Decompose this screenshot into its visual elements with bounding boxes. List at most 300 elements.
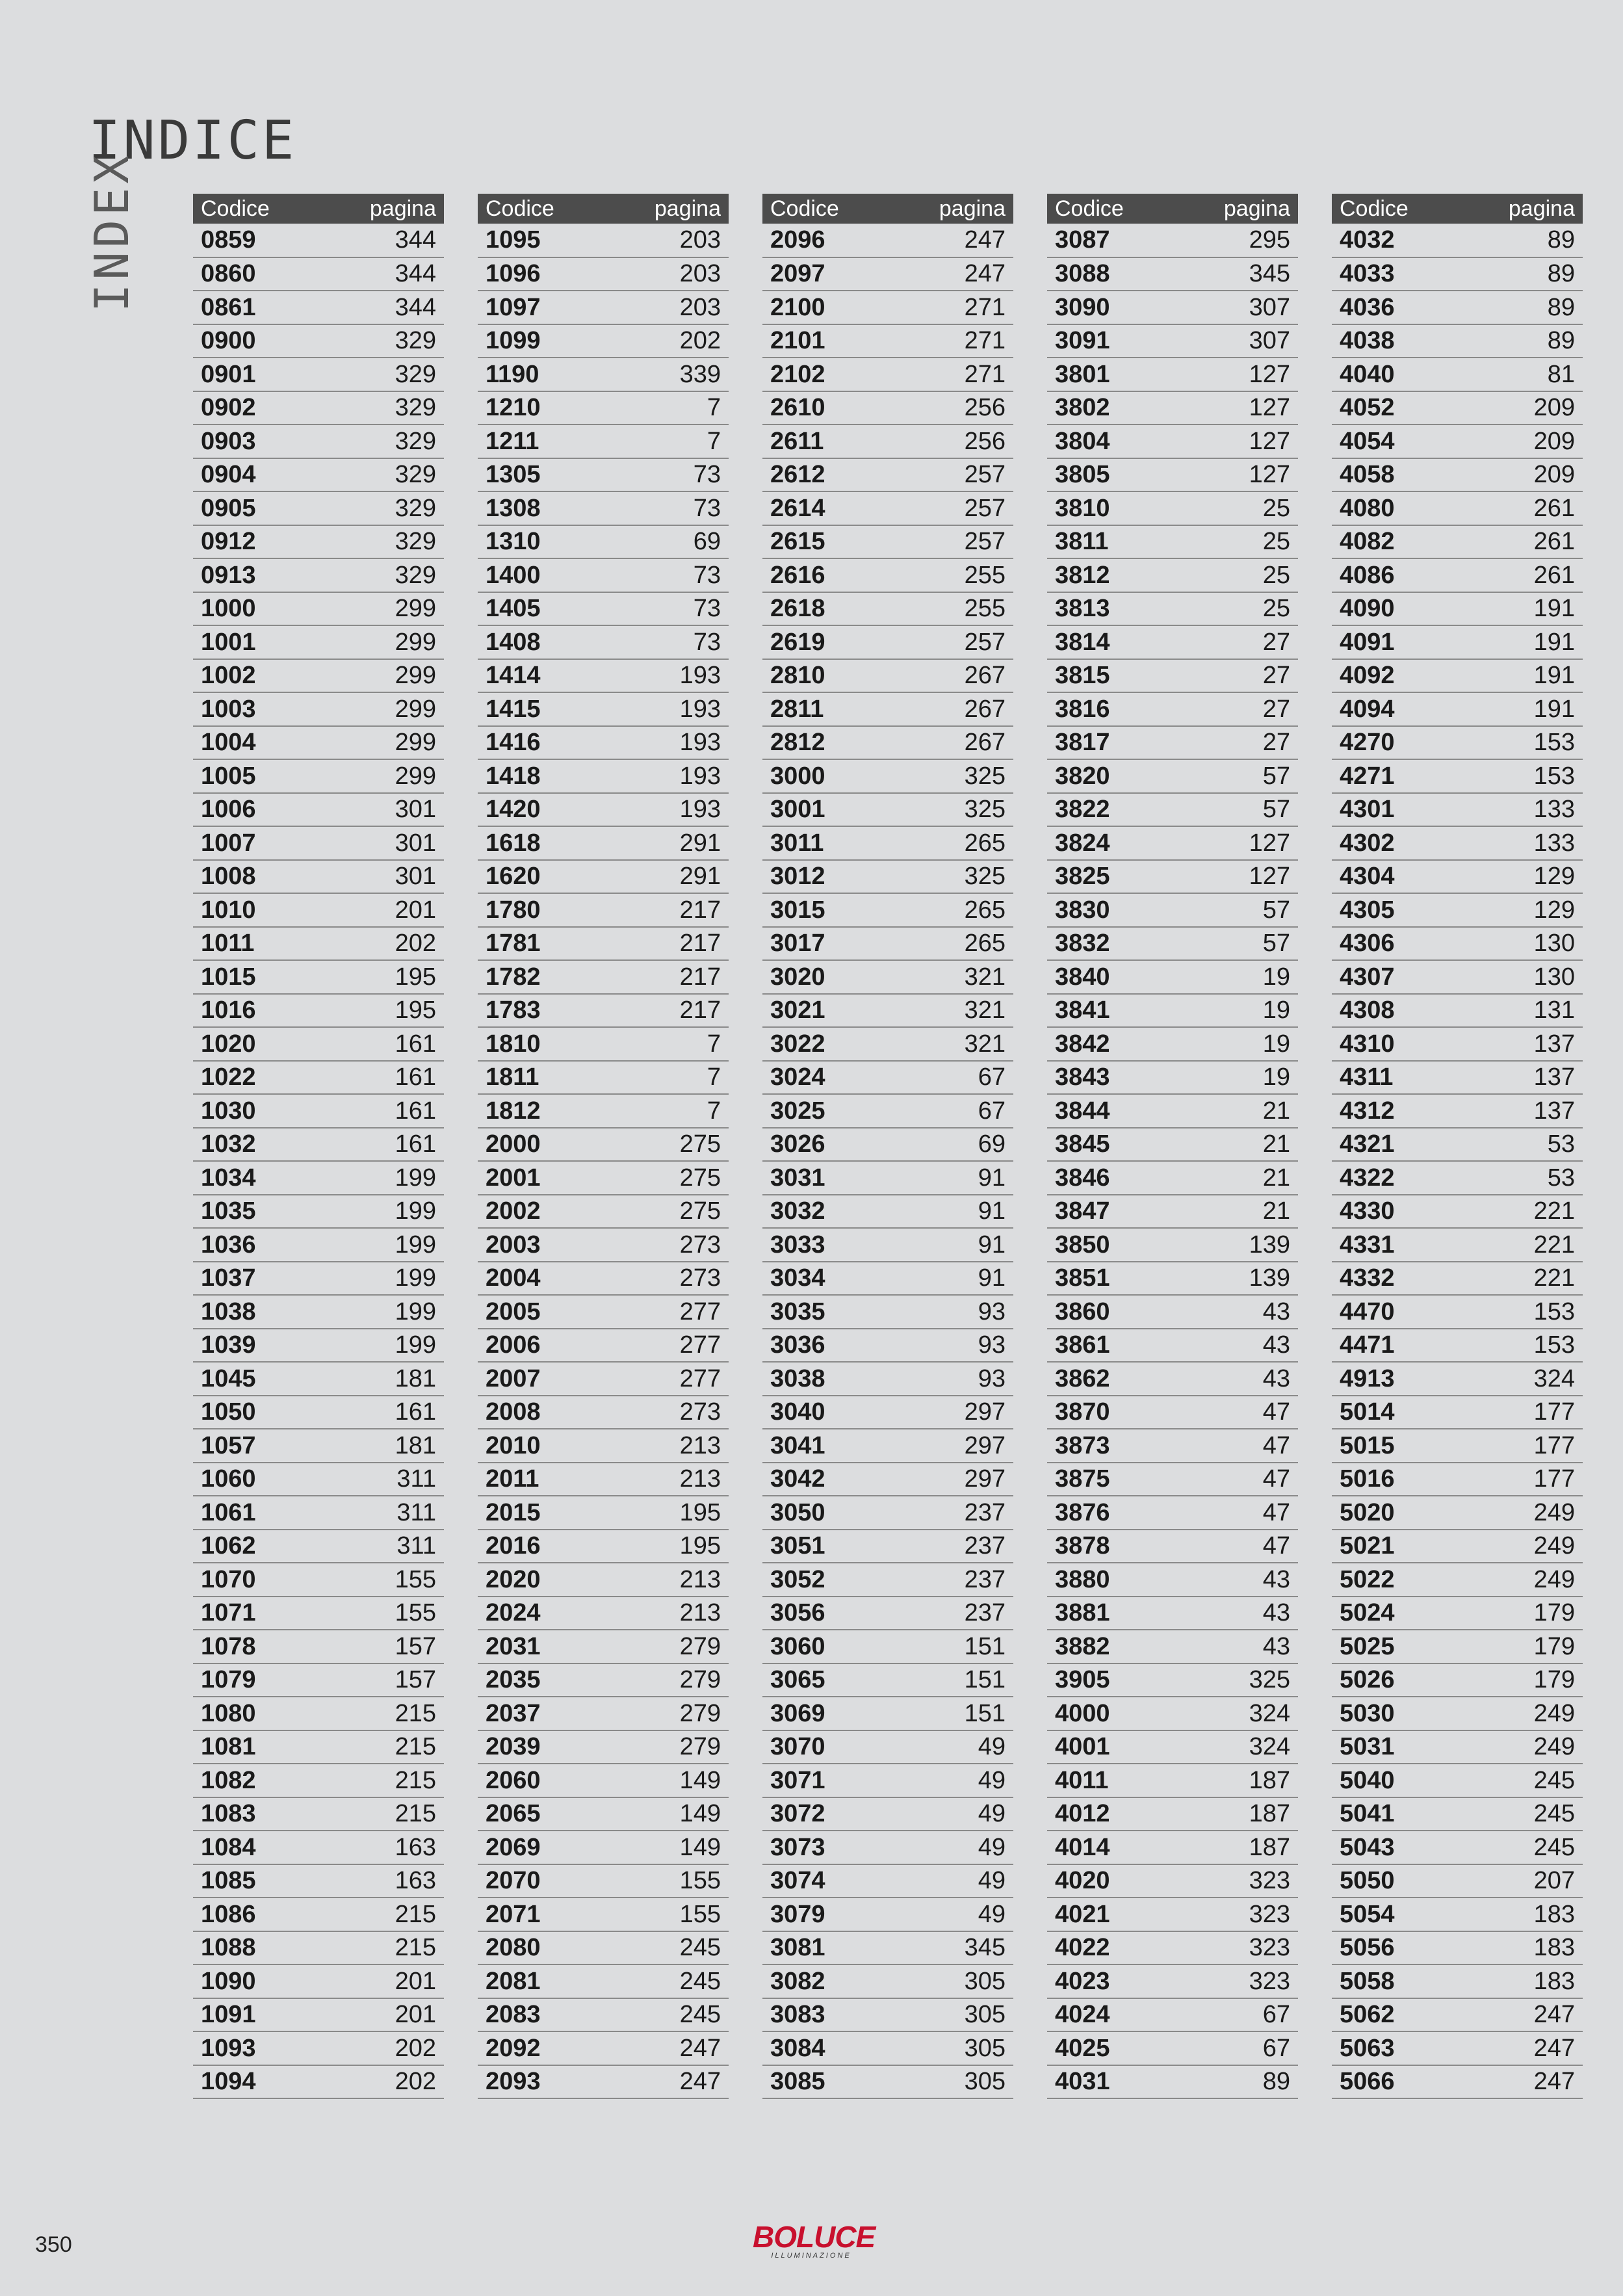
table-row: [1047, 1429, 1298, 1463]
table-row: [193, 1898, 444, 1931]
page-reference: 149: [603, 1764, 729, 1797]
table-row: [478, 525, 729, 559]
product-code: 1010: [193, 893, 318, 927]
header-code: Codice: [1047, 194, 1173, 224]
product-code: 3813: [1047, 592, 1173, 626]
product-code: 1007: [193, 826, 318, 860]
page-reference: 209: [1457, 424, 1583, 458]
table-row: [1332, 1530, 1583, 1563]
table-row: [1047, 1262, 1298, 1296]
product-code: 3812: [1047, 558, 1173, 592]
page-reference: 151: [888, 1697, 1013, 1730]
table-row: [1047, 558, 1298, 592]
page-reference: 261: [1457, 558, 1583, 592]
page-reference: 130: [1457, 927, 1583, 961]
product-code: 2100: [762, 291, 888, 324]
product-code: 1062: [193, 1530, 318, 1563]
table-row: [193, 826, 444, 860]
page-reference: 193: [603, 726, 729, 760]
header-page: pagina: [888, 194, 1013, 224]
page-reference: 267: [888, 659, 1013, 693]
page-reference: 213: [603, 1429, 729, 1463]
page-reference: 277: [603, 1295, 729, 1329]
table-row: [1047, 826, 1298, 860]
product-code: 2000: [478, 1128, 603, 1162]
page-reference: 249: [1457, 1496, 1583, 1530]
table-row: [193, 1764, 444, 1797]
page-reference: 247: [603, 2065, 729, 2099]
table-row: [1332, 1262, 1583, 1296]
product-code: 3056: [762, 1597, 888, 1630]
page-reference: 21: [1173, 1161, 1298, 1195]
page-reference: 67: [1173, 1998, 1298, 2032]
product-code: 3011: [762, 826, 888, 860]
table-row: [1047, 893, 1298, 927]
product-code: 1004: [193, 726, 318, 760]
table-row: [193, 994, 444, 1028]
product-code: 5066: [1332, 2065, 1457, 2099]
page-reference: 199: [318, 1228, 444, 1262]
table-row: [1047, 960, 1298, 994]
product-code: 5020: [1332, 1496, 1457, 1530]
header-code: Codice: [1332, 194, 1457, 224]
page-reference: 201: [318, 893, 444, 927]
page-reference: 21: [1173, 1128, 1298, 1162]
table-row: [1047, 1161, 1298, 1195]
table-row: [1047, 927, 1298, 961]
product-code: 3069: [762, 1697, 888, 1730]
page-reference: 199: [318, 1295, 444, 1329]
page-reference: 81: [1457, 358, 1583, 391]
product-code: 3033: [762, 1228, 888, 1262]
page-reference: 27: [1173, 726, 1298, 760]
product-code: 3862: [1047, 1362, 1173, 1396]
page-reference: 245: [603, 1998, 729, 2032]
table-row: [193, 1195, 444, 1229]
product-code: 5015: [1332, 1429, 1457, 1463]
table-row: [1332, 1195, 1583, 1229]
product-code: 4308: [1332, 994, 1457, 1028]
table-row: [478, 1396, 729, 1429]
page-reference: 245: [1457, 1797, 1583, 1831]
table-row: [193, 1061, 444, 1095]
page-reference: 203: [603, 257, 729, 291]
product-code: 3001: [762, 793, 888, 827]
product-code: 0903: [193, 424, 318, 458]
table-row: [193, 1128, 444, 1162]
product-code: 2070: [478, 1864, 603, 1898]
table-row: [193, 358, 444, 391]
table-row: [1047, 726, 1298, 760]
table-row: [762, 1128, 1013, 1162]
page-reference: 202: [318, 2031, 444, 2065]
page-reference: 130: [1457, 960, 1583, 994]
product-code: 3880: [1047, 1563, 1173, 1597]
table-row: [193, 1329, 444, 1363]
table-row: [1332, 1630, 1583, 1663]
page-reference: 161: [318, 1027, 444, 1061]
table-row: [478, 491, 729, 525]
page-reference: 215: [318, 1931, 444, 1965]
table-row: [1332, 324, 1583, 358]
table-row: [762, 1027, 1013, 1061]
page-reference: 221: [1457, 1262, 1583, 1296]
table-row: [762, 692, 1013, 726]
product-code: 5016: [1332, 1463, 1457, 1496]
page-reference: 155: [603, 1864, 729, 1898]
product-code: 5021: [1332, 1530, 1457, 1563]
page-reference: 201: [318, 1998, 444, 2032]
page-reference: 247: [1457, 1998, 1583, 2032]
index-column: [478, 194, 729, 2099]
table-row: [193, 960, 444, 994]
table-row: [1332, 659, 1583, 693]
product-code: 1091: [193, 1998, 318, 2032]
page-reference: 195: [318, 960, 444, 994]
table-row: [1047, 1663, 1298, 1697]
logo-tagline: ILLUMINAZIONE: [771, 2252, 851, 2260]
page-reference: 183: [1457, 1931, 1583, 1965]
table-row: [1047, 1295, 1298, 1329]
page-reference: 57: [1173, 927, 1298, 961]
page-reference: 195: [318, 994, 444, 1028]
product-code: 3017: [762, 927, 888, 961]
table-row: [193, 1697, 444, 1730]
table-row: [1332, 1864, 1583, 1898]
product-code: 4032: [1332, 224, 1457, 257]
page-reference: 177: [1457, 1396, 1583, 1429]
page-reference: 321: [888, 994, 1013, 1028]
page-reference: 137: [1457, 1027, 1583, 1061]
table-row: [1332, 1563, 1583, 1597]
product-code: 2615: [762, 525, 888, 559]
page-reference: 129: [1457, 893, 1583, 927]
product-code: 0859: [193, 224, 318, 257]
table-row: [478, 1027, 729, 1061]
page-reference: 19: [1173, 1027, 1298, 1061]
product-code: 5062: [1332, 1998, 1457, 2032]
table-row: [762, 358, 1013, 391]
page-reference: 67: [888, 1094, 1013, 1128]
product-code: 4306: [1332, 927, 1457, 961]
page-reference: 43: [1173, 1630, 1298, 1663]
product-code: 1782: [478, 960, 603, 994]
table-row: [762, 1094, 1013, 1128]
product-code: 4000: [1047, 1697, 1173, 1730]
page-reference: 323: [1173, 1898, 1298, 1931]
product-code: 3876: [1047, 1496, 1173, 1530]
page-reference: 27: [1173, 625, 1298, 659]
product-code: 1781: [478, 927, 603, 961]
page-reference: 209: [1457, 458, 1583, 492]
page-reference: 237: [888, 1496, 1013, 1530]
page-reference: 7: [603, 1061, 729, 1095]
table-row: [478, 1329, 729, 1363]
page-reference: 89: [1457, 224, 1583, 257]
page-reference: 133: [1457, 793, 1583, 827]
page-reference: 324: [1173, 1730, 1298, 1764]
product-code: 3817: [1047, 726, 1173, 760]
product-code: 4024: [1047, 1998, 1173, 2032]
product-code: 1783: [478, 994, 603, 1028]
product-code: 2060: [478, 1764, 603, 1797]
page-reference: 265: [888, 826, 1013, 860]
page-reference: 305: [888, 1964, 1013, 1998]
header-page: pagina: [1457, 194, 1583, 224]
product-code: 2092: [478, 2031, 603, 2065]
product-code: 0902: [193, 391, 318, 425]
product-code: 3034: [762, 1262, 888, 1296]
product-code: 1078: [193, 1630, 318, 1663]
table-row: [193, 1597, 444, 1630]
product-code: 3881: [1047, 1597, 1173, 1630]
page-reference: 237: [888, 1530, 1013, 1563]
page-reference: 155: [318, 1563, 444, 1597]
table-row: [762, 1262, 1013, 1296]
product-code: 1084: [193, 1831, 318, 1864]
page-reference: 91: [888, 1195, 1013, 1229]
page-reference: 193: [603, 659, 729, 693]
table-row: [478, 1463, 729, 1496]
table-row: [478, 1429, 729, 1463]
table-row: [478, 893, 729, 927]
page-reference: 307: [1173, 291, 1298, 324]
product-code: 1305: [478, 458, 603, 492]
product-code: 3052: [762, 1563, 888, 1597]
page-reference: 301: [318, 826, 444, 860]
product-code: 1071: [193, 1597, 318, 1630]
table-row: [478, 324, 729, 358]
page-reference: 215: [318, 1797, 444, 1831]
table-row: [1332, 692, 1583, 726]
product-code: 3072: [762, 1797, 888, 1831]
table-row: [762, 1898, 1013, 1931]
product-code: 3822: [1047, 793, 1173, 827]
page-reference: 277: [603, 1329, 729, 1363]
page-reference: 137: [1457, 1061, 1583, 1095]
table-row: [478, 1964, 729, 1998]
product-code: 1061: [193, 1496, 318, 1530]
product-code: 3025: [762, 1094, 888, 1128]
page-reference: 199: [318, 1329, 444, 1363]
product-code: 5043: [1332, 1831, 1457, 1864]
page-reference: 295: [1173, 224, 1298, 257]
page-reference: 215: [318, 1898, 444, 1931]
product-code: 5026: [1332, 1663, 1457, 1697]
table-row: [762, 458, 1013, 492]
table-row: [762, 1697, 1013, 1730]
page-reference: 57: [1173, 759, 1298, 793]
table-row: [478, 358, 729, 391]
page-reference: 249: [1457, 1530, 1583, 1563]
table-row: [193, 1797, 444, 1831]
table-row: [1047, 759, 1298, 793]
product-code: 2812: [762, 726, 888, 760]
page-reference: 179: [1457, 1630, 1583, 1663]
page-reference: 49: [888, 1797, 1013, 1831]
table-row: [762, 1463, 1013, 1496]
table-row: [1332, 1362, 1583, 1396]
product-code: 5031: [1332, 1730, 1457, 1764]
product-code: 1086: [193, 1898, 318, 1931]
product-code: 3020: [762, 960, 888, 994]
table-row: [1047, 224, 1298, 257]
product-code: 5025: [1332, 1630, 1457, 1663]
page-reference: 133: [1457, 826, 1583, 860]
table-row: [478, 2031, 729, 2065]
product-code: 2071: [478, 1898, 603, 1931]
table-row: [193, 1362, 444, 1396]
product-code: 3845: [1047, 1128, 1173, 1162]
table-row: [478, 1764, 729, 1797]
table-row: [478, 1161, 729, 1195]
product-code: 2008: [478, 1396, 603, 1429]
product-code: 1082: [193, 1764, 318, 1797]
product-code: 1008: [193, 860, 318, 894]
page-reference: 163: [318, 1831, 444, 1864]
table-row: [193, 2031, 444, 2065]
table-row: [1047, 1362, 1298, 1396]
page-reference: 57: [1173, 793, 1298, 827]
product-code: 3870: [1047, 1396, 1173, 1429]
page-reference: 137: [1457, 1094, 1583, 1128]
page-reference: 139: [1173, 1228, 1298, 1262]
product-code: 3085: [762, 2065, 888, 2099]
product-code: 1034: [193, 1161, 318, 1195]
page-reference: 57: [1173, 893, 1298, 927]
table-row: [193, 1931, 444, 1965]
product-code: 4301: [1332, 793, 1457, 827]
product-code: 2614: [762, 491, 888, 525]
page-reference: 129: [1457, 860, 1583, 894]
product-code: 1418: [478, 759, 603, 793]
page-reference: 161: [318, 1094, 444, 1128]
table-row: [762, 1597, 1013, 1630]
table-row: [193, 525, 444, 559]
page-reference: 43: [1173, 1362, 1298, 1396]
product-code: 1079: [193, 1663, 318, 1697]
table-row: [1332, 525, 1583, 559]
page-reference: 273: [603, 1262, 729, 1296]
product-code: 0904: [193, 458, 318, 492]
product-code: 1085: [193, 1864, 318, 1898]
product-code: 4054: [1332, 424, 1457, 458]
product-code: 1094: [193, 2065, 318, 2099]
table-row: [1332, 1998, 1583, 2032]
product-code: 3082: [762, 1964, 888, 1998]
product-code: 2612: [762, 458, 888, 492]
table-row: [1047, 1597, 1298, 1630]
product-code: 1310: [478, 525, 603, 559]
table-row: [1047, 592, 1298, 626]
header-code: Codice: [478, 194, 603, 224]
page-reference: 221: [1457, 1195, 1583, 1229]
page-reference: 213: [603, 1463, 729, 1496]
table-row: [1047, 1730, 1298, 1764]
table-row: [1332, 1730, 1583, 1764]
page-reference: 247: [603, 2031, 729, 2065]
table-row: [762, 1931, 1013, 1965]
page-reference: 193: [603, 793, 729, 827]
product-code: 4001: [1047, 1730, 1173, 1764]
table-row: [762, 625, 1013, 659]
page-reference: 127: [1173, 458, 1298, 492]
product-code: 3015: [762, 893, 888, 927]
table-row: [193, 458, 444, 492]
product-code: 0900: [193, 324, 318, 358]
product-code: 3060: [762, 1630, 888, 1663]
table-row: [1047, 1764, 1298, 1797]
page-reference: 277: [603, 1362, 729, 1396]
page-reference: 89: [1173, 2065, 1298, 2099]
page-reference: 89: [1457, 291, 1583, 324]
table-row: [478, 1630, 729, 1663]
page-reference: 324: [1173, 1697, 1298, 1730]
product-code: 2081: [478, 1964, 603, 1998]
table-row: [762, 1530, 1013, 1563]
page-reference: 321: [888, 1027, 1013, 1061]
product-code: 1003: [193, 692, 318, 726]
page-reference: 237: [888, 1597, 1013, 1630]
product-code: 1420: [478, 793, 603, 827]
product-code: 1015: [193, 960, 318, 994]
page-reference: 187: [1173, 1764, 1298, 1797]
page-reference: 257: [888, 525, 1013, 559]
page-reference: 237: [888, 1563, 1013, 1597]
page-reference: 299: [318, 726, 444, 760]
page-reference: 207: [1457, 1864, 1583, 1898]
product-code: 1211: [478, 424, 603, 458]
product-code: 2004: [478, 1262, 603, 1296]
product-code: 0861: [193, 291, 318, 324]
table-row: [1332, 1463, 1583, 1496]
product-code: 3802: [1047, 391, 1173, 425]
page-reference: 297: [888, 1463, 1013, 1496]
page-reference: 93: [888, 1329, 1013, 1363]
page-reference: 43: [1173, 1329, 1298, 1363]
table-row: [762, 558, 1013, 592]
product-code: 3012: [762, 860, 888, 894]
product-code: 3032: [762, 1195, 888, 1229]
table-row: [762, 994, 1013, 1028]
page-reference: 27: [1173, 692, 1298, 726]
table-row: [478, 1597, 729, 1630]
product-code: 1011: [193, 927, 318, 961]
product-code: 3083: [762, 1998, 888, 2032]
page-reference: 73: [603, 592, 729, 626]
page-reference: 183: [1457, 1964, 1583, 1998]
page-reference: 203: [603, 291, 729, 324]
page-reference: 25: [1173, 491, 1298, 525]
page-reference: 181: [318, 1429, 444, 1463]
table-row: [193, 1530, 444, 1563]
page-reference: 53: [1457, 1128, 1583, 1162]
table-row: [1047, 1964, 1298, 1998]
page-reference: 131: [1457, 994, 1583, 1028]
page-reference: 149: [603, 1831, 729, 1864]
product-code: 3035: [762, 1295, 888, 1329]
table-row: [1332, 558, 1583, 592]
table-row: [1047, 625, 1298, 659]
product-code: 4090: [1332, 592, 1457, 626]
table-row: [478, 1797, 729, 1831]
table-row: [762, 1295, 1013, 1329]
table-row: [478, 1061, 729, 1095]
table-row: [1332, 358, 1583, 391]
table-row: [1047, 1998, 1298, 2032]
table-row: [193, 625, 444, 659]
table-row: [762, 257, 1013, 291]
